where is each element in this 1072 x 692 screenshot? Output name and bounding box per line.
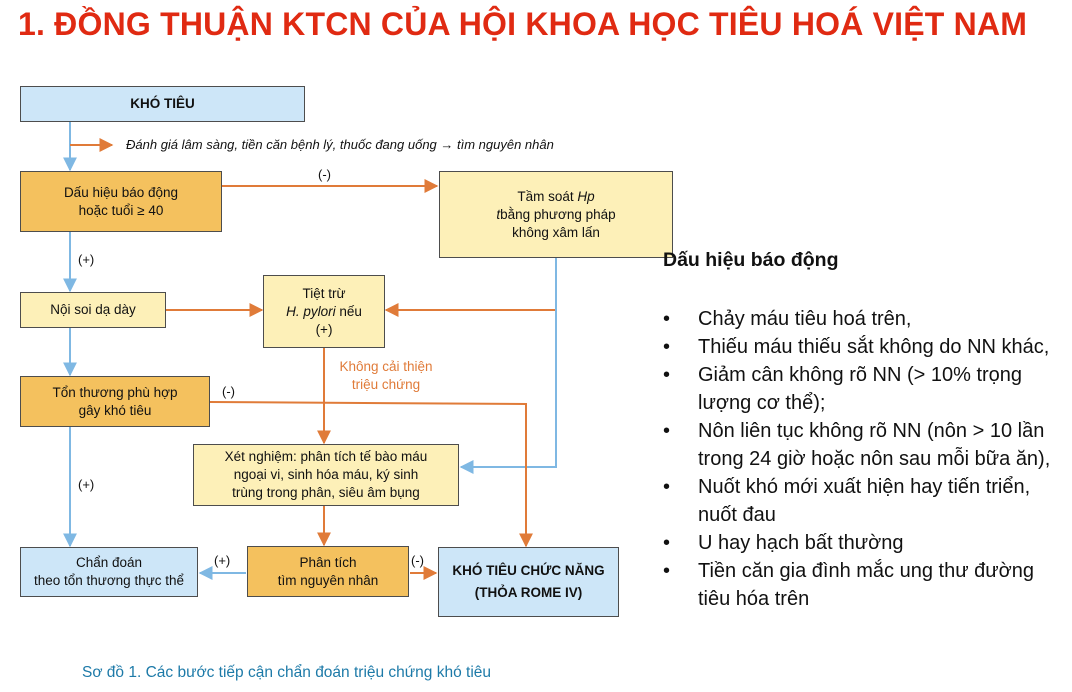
alarm-signs-list: [663, 305, 1063, 613]
pos-label-lesion: (+): [78, 477, 95, 492]
analysis-box: Phân tích tìm nguyên nhân: [247, 546, 409, 597]
figure-caption: Sơ đồ 1. Các bước tiếp cận chẩn đoán triệu chứng khó tiêu: [82, 664, 492, 681]
list-item: • U hay hạch bất thường: [663, 532, 904, 554]
hp-eradication-box: Tiệt trừ H. pylori nếu (+): [263, 275, 385, 348]
functional-dyspepsia-box: KHÓ TIÊU CHỨC NĂNG (THỎA ROME IV): [438, 547, 619, 617]
list-item: • Tiền căn gia đình mắc ung thư đường tiêu hóa trên: [663, 560, 1035, 610]
lesion-box: Tổn thương phù hợp gây khó tiêu: [20, 376, 210, 427]
arrow-hp-to-eradication: [386, 258, 556, 310]
hp-screening-box: Tầm soát Hp tbằng phương pháp không xâm lấn: [439, 171, 673, 258]
alarm-signs-box: Dấu hiệu báo động hoặc tuổi ≥ 40: [20, 171, 222, 232]
alarm-signs-heading: Dấu hiệu báo động: [663, 249, 839, 271]
assessment-note: Đánh giá lâm sàng, tiền căn bệnh lý, thuốc đang uống → tìm nguyên nhân: [126, 137, 554, 152]
kho-tieu-box: KHÓ TIÊU: [20, 86, 305, 122]
list-item: • Giảm cân không rõ NN (> 10% trọng lượng cơ thể);: [663, 364, 1023, 414]
neg-label-lesion: (-): [222, 384, 235, 399]
pos-label-alarm: (+): [78, 252, 95, 267]
pos-label-analysis: (+): [214, 553, 231, 568]
diagnosis-box: Chẩn đoán theo tổn thương thực thể: [20, 547, 198, 597]
page-title: 1. ĐỒNG THUẬN KTCN CỦA HỘI KHOA HỌC TIÊU HOÁ VIỆT NAM: [18, 6, 1028, 42]
neg-label-analysis: (-): [411, 553, 424, 568]
list-item: • Thiếu máu thiếu sắt không do NN khác,: [663, 336, 1050, 358]
list-item: • Nôn liên tục không rõ NN (nôn > 10 lần trong 24 giờ hoặc nôn sau mỗi bữa ăn),: [663, 420, 1051, 470]
neg-label-alarm: (-): [318, 167, 331, 182]
list-item: • Nuốt khó mới xuất hiện hay tiến triển, nuốt đau: [663, 476, 1031, 526]
arrow-hp-to-tests: [461, 258, 556, 467]
list-item: • Chảy máu tiêu hoá trên,: [663, 308, 912, 330]
no-improvement-label: Không cải thiện triệu chứng: [339, 359, 433, 392]
tests-box: Xét nghiệm: phân tích tế bào máu ngoại vi, sinh hóa máu, ký sinh trùng trong phân, siêu âm bụng: [193, 444, 459, 506]
endoscopy-box: Nội soi dạ dày: [20, 292, 166, 328]
